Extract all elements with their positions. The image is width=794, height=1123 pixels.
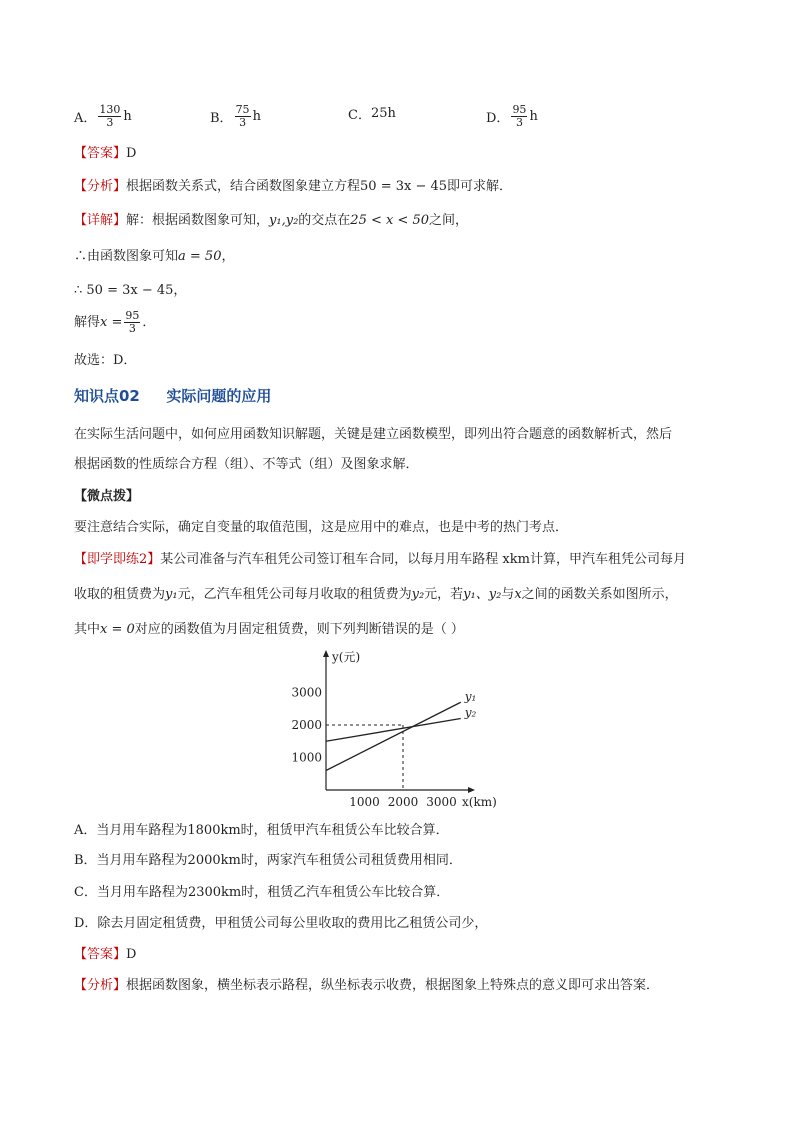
analysis-equation: 50 = 3x − 45 — [360, 179, 448, 194]
exercise-line1-text: 某公司准备与汽车租凭公司签订租车合同，以每月用车路程 xkm计算，甲汽车租凭公司每月 — [160, 552, 686, 567]
option-c-text: 25h — [370, 106, 396, 121]
option-b-fraction — [235, 104, 251, 129]
step2-eq: 50 = 3x − 45 — [86, 283, 174, 298]
x-axis-arrow — [468, 787, 475, 793]
step3-var: x = — [100, 314, 123, 330]
option-a — [74, 104, 132, 129]
tip-tag: 【微点拨】 — [74, 489, 140, 504]
option-a-num: 130 — [99, 103, 121, 116]
answer2-tag: 【答案】 — [74, 947, 127, 962]
para-line-2: 根据函数的性质综合方程（组）、不等式（组）及图象求解． — [74, 457, 419, 472]
option-a-unit: h — [123, 109, 132, 124]
step2-pre: ∴ — [74, 283, 87, 298]
option-d-label: D． — [486, 111, 510, 126]
option-c-label: C． — [348, 108, 371, 123]
y-axis-arrow — [323, 650, 329, 657]
step3-den: 3 — [128, 322, 136, 335]
step-3 — [74, 310, 155, 335]
exercise-line-1 — [74, 551, 686, 569]
choice2-a: A．当月用车路程为1800km时，租赁甲汽车租赁公车比较合算． — [74, 823, 449, 838]
x-axis-label: x(km) — [462, 795, 497, 809]
ex-l2d: 与 — [501, 587, 515, 602]
detail-range: 25 < x < 50 — [350, 213, 430, 228]
x-tick-label: 1000 — [349, 795, 380, 809]
analysis-tail: 即可求解． — [447, 179, 513, 194]
option-a-fraction — [98, 104, 121, 129]
section-title: 实际问题的应用 — [166, 387, 272, 405]
option-d-num: 95 — [512, 103, 527, 116]
tip-text: 要注意结合实际，确定自变量的取值范围，这是应用中的难点，也是中考的热门考点． — [74, 520, 569, 535]
step3-fraction — [124, 310, 140, 335]
analysis2-text: 根据函数图象，横坐标表示路程，纵坐标表示收费，根据图象上特殊点的意义即可求出答案． — [126, 978, 660, 993]
ex-x: x — [514, 587, 522, 602]
step-1 — [74, 248, 234, 266]
step1-pre: ∴由函数图象可知 — [74, 249, 179, 264]
analysis-1 — [74, 178, 512, 196]
detail-1 — [74, 212, 468, 230]
series-label-2: y₂ — [464, 705, 477, 720]
exercise-line-2 — [74, 586, 678, 604]
option-a-label: A． — [74, 111, 97, 126]
option-b-den: 3 — [239, 116, 247, 129]
option-d-den: 3 — [515, 116, 523, 129]
step3-num: 95 — [125, 309, 140, 322]
step1-eq: a = 50 — [178, 249, 222, 264]
option-b — [210, 104, 261, 129]
choose-1: 故选：D． — [74, 353, 137, 368]
section-heading — [74, 387, 271, 405]
y-tick-label: 2000 — [291, 718, 322, 732]
option-b-label: B． — [210, 111, 233, 126]
analysis2-tag: 【分析】 — [74, 978, 127, 993]
option-d — [486, 104, 538, 129]
option-d-fraction — [511, 104, 527, 129]
exercise-line-3 — [74, 621, 464, 639]
detail-tail: 之间， — [429, 213, 469, 228]
step3-pre: 解得 — [74, 314, 101, 330]
option-c — [348, 104, 396, 123]
analysis-tag: 【分析】 — [74, 179, 127, 194]
choice2-c: C．当月用车路程为2300km时，租赁乙汽车租赁公车比较合算． — [74, 885, 450, 900]
option-a-den: 3 — [106, 116, 114, 129]
choice2-b: B．当月用车路程为2000km时，两家汽车租赁公司租赁费用相同． — [74, 853, 462, 868]
step1-tail: ， — [221, 249, 235, 264]
y-tick-label: 1000 — [291, 750, 322, 765]
answer2-value: D — [126, 947, 137, 962]
detail-tag: 【详解】 — [74, 213, 127, 228]
step3-tail: ． — [142, 314, 156, 330]
ex-l2b: 元，乙汽车租凭公司每月收取的租赁费为 — [177, 587, 412, 602]
y-axis-label: y(元) — [332, 650, 361, 664]
exercise-tag: 【即学即练2】 — [74, 552, 161, 567]
analysis-2 — [74, 977, 659, 995]
series-label-1: y₁ — [464, 689, 477, 704]
series-line-2 — [326, 719, 461, 742]
ex-y2: y₂ — [411, 587, 425, 602]
y-tick-label: 3000 — [291, 685, 322, 700]
ex-y1: y₁ — [165, 587, 178, 602]
ex-l2c: 元，若 — [424, 587, 464, 602]
option-d-unit: h — [529, 109, 538, 124]
option-b-num: 75 — [235, 103, 250, 116]
ex-x0: x = 0 — [100, 622, 135, 637]
section-label: 知识点02 — [74, 387, 140, 405]
series-line-1 — [326, 702, 461, 770]
option-b-unit: h — [252, 109, 261, 124]
analysis-text: 根据函数关系式，结合函数图象建立方程 — [126, 179, 361, 194]
ex-y12: y₁、y₂ — [463, 587, 502, 602]
x-tick-label: 3000 — [426, 795, 457, 809]
answer-value: D — [126, 146, 137, 161]
detail-pre: 解：根据函数图象可知， — [126, 213, 270, 228]
answer-2 — [74, 946, 136, 964]
x-tick-label: 2000 — [387, 795, 419, 809]
ex-l3b: 对应的函数值为月固定租赁费，则下列判断错误的是（ ） — [134, 622, 464, 637]
step2-tail: ， — [173, 283, 187, 298]
para-line-1: 在实际生活问题中，如何应用函数知识解题，关键是建立函数模型，即列出符合题意的函数解析式，然后 — [74, 427, 673, 442]
step-2 — [74, 282, 186, 300]
detail-mid: 的交点在 — [298, 213, 351, 228]
ex-l2a: 收取的租赁费为 — [74, 587, 166, 602]
function-graph — [280, 645, 510, 815]
choice2-d: D．除去月固定租赁费，甲租赁公司每公里收取的费用比乙租赁公司少， — [74, 916, 488, 931]
ex-l3a: 其中 — [74, 622, 101, 637]
detail-vars: y₁,y₂ — [269, 213, 299, 228]
answer-1 — [74, 145, 136, 163]
answer-tag: 【答案】 — [74, 146, 127, 161]
ex-l2e: 之间的函数关系如图所示， — [521, 587, 678, 602]
